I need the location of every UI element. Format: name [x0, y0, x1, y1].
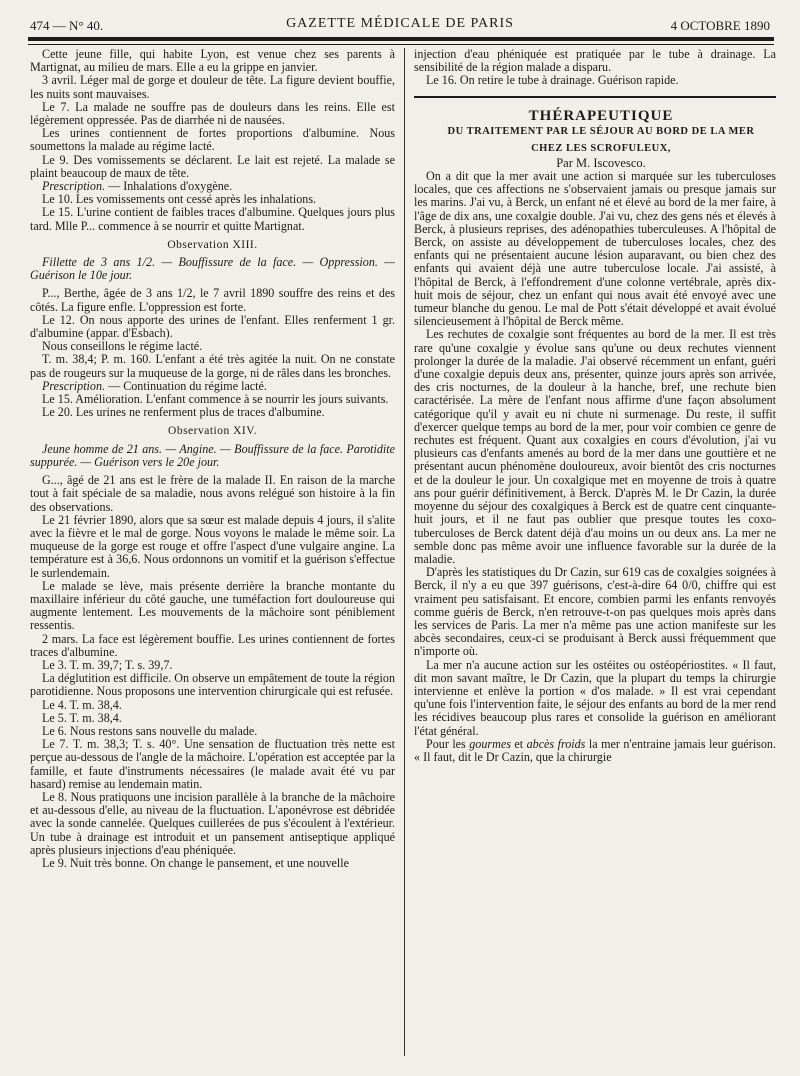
italic-term: abcès froids: [526, 736, 586, 751]
observation-title: Observation XIII.: [167, 238, 258, 251]
article-title-line2: CHEZ LES SCROFULEUX,: [531, 142, 671, 154]
paragraph: Le 10. Les vomissements ont cessé après les inhalations.: [42, 192, 317, 207]
paragraph: Les rechutes de coxalgie sont fréquentes au bord de la mer. Il est très rare qu'une coxalgie y évolue sans qu'une ou deux rechutes viennent prolonger la durée de la maladie. J'ai observé récemment un enfant, guéri d'une coxalgie depuis deux ans, présenter, quinze jours après son arrivée, des cris nocturnes, de la douleur à la hanche, bref, une rechute bien caractérisée. La mère de l'enfant nous affirme d'une façon absolument catégorique qu'il y avait eu ni chute ni surmenage. Du reste, il suffit d'exercer quelque temps au bord de la mer, pour voir combien ce genre de rechutes est fréquent. Quant aux coxalgies en cours d'évolution, j'ai vu plusieurs cas d'enfants amenés au bord de la mer dans une gouttière et ne présentant aucun phénomène douloureux, avoir bientôt des cris nocturnes et de la douleur le jour. Un coxalgique met en moyenne de trois à quatre ans pour guérir définitivement, à Berck. D'après M. le Dr Cazin, la durée moyenne du séjour des coxalgiques à Berck est de quatre cent cinquante-huit jours, et il ne faut pas oublier que presque toutes les coxo-tuberculoses de Berck datent déjà d'au moins un ou deux ans. La mer ne semble donc pas même avoir une influence favorable sur la durée de la maladie.: [414, 327, 776, 566]
paragraph: Le 3. T. m. 39,7; T. s. 39,7.: [42, 657, 173, 672]
left-column: [30, 48, 395, 1068]
page-number: 474 — N° 40.: [30, 18, 104, 33]
prescription-label: Prescription.: [42, 179, 106, 194]
paragraph: [414, 738, 776, 764]
right-column: [414, 48, 776, 1068]
paragraph: Le 21 février 1890, alors que sa sœur est malade depuis 4 jours, il s'alite avec la fièvre et le mal de gorge. Nous voyons le malade le même soir. La muqueuse de la gorge est rouge et offre l'aspect d'une vulgaire angine. La température est à 36,6. Nous ordonnons un vomitif et la guérison s'effectue le surlendemain.: [30, 512, 395, 580]
paragraph: Le 16. On retire le tube à drainage. Guérison rapide.: [426, 73, 679, 88]
text-run: et: [510, 736, 527, 751]
prescription-text: — Continuation du régime lacté.: [105, 378, 267, 393]
paragraph: La mer n'a aucune action sur les ostéites ou ostéopériostites. « Il faut, dit mon savant maître, le Dr Cazin, que la plupart du temps la chirurgie intervienne et enlève la portion « d'os malade. » Il est vrai cependant qu'une fois l'intervention faite, le séjour des enfants au bord de la mer rend les récidives beaucoup plus rares et consolide la guérison en améliorant l'état général.: [414, 657, 776, 738]
text-run: Pour les: [426, 736, 470, 751]
paragraph: 2 mars. La face est légèrement bouffie. Les urines contiennent de fortes traces d'albumine.: [30, 631, 395, 659]
paragraph: Le 4. T. m. 38,4.: [42, 697, 122, 712]
paragraph: 3 avril. Léger mal de gorge et douleur de tête. La figure devient bouffie, les nuits sont mauvaises.: [30, 73, 395, 101]
paragraph: Le malade se lève, mais présente derrière la branche montante du maxillaire inférieur du côté gauche, une tuméfaction fort douloureuse qui augmente lentement. Les mouvements de la mâchoire sont péniblement ressentis.: [30, 578, 395, 633]
article-title: DU TRAITEMENT PAR LE SÉJOUR AU BORD DE LA MER: [447, 125, 755, 137]
paragraph: T. m. 38,4; P. m. 160. L'enfant a été très agitée la nuit. On ne constate pas de rougeurs sur la muqueuse de la gorge, ni de râles dans les bronches.: [30, 352, 395, 380]
observation-subtitle: Jeune homme de 21 ans. — Angine. — Bouffissure de la face. Parotidite suppurée. — Guérison vers le 20e jour.: [30, 441, 395, 469]
paragraph: P..., Berthe, âgée de 3 ans 1/2, le 7 avril 1890 souffre des reins et des côtés. La figure enfle. L'oppression est forte.: [30, 286, 395, 314]
paragraph: Le 6. Nous restons sans nouvelle du malade.: [42, 723, 258, 738]
section-rule: [414, 96, 776, 98]
paragraph: Le 15. L'urine contient de faibles traces d'albumine. Quelques jours plus tard. Mlle P... commence à se nourrir et quitte Martignat.: [30, 205, 395, 233]
column-divider: [404, 48, 405, 1056]
prescription-text: — Inhalations d'oxygène.: [105, 179, 233, 194]
issue-date: 4 OCTOBRE 1890: [670, 18, 770, 33]
paragraph: Le 7. La malade ne souffre pas de douleurs dans les reins. Elle est légèrement oppressée. Pas de diarrhée ni de nausées.: [30, 99, 395, 128]
article-author: Par M. Iscovesco.: [556, 155, 646, 170]
paragraph: On a dit que la mer avait une action si marquée sur les tuberculoses locales, que ces affections ne s'observaient jamais ou presque jamais sur les marins. J'ai vu, à Berck, un enfant né et élevé au bord de la mer faire, à l'âge de dix ans, une coxalgie double. J'ai vu, chez des gens nés et élevés à Berck, à plusieurs reprises, des adénopathies tuberculeuses. A l'hôpital de Berck, on assiste au développement de tuberculoses locales, chez des enfants qui ne présentaient aucune lésion auparavant, ou bien chez des enfants qui avaient déjà une autre tuberculose locale. J'ai assisté, à l'hôpital de Berck, à l'effondrement d'une colonne vertébrale, après dix-huit mois de séjour, chez un enfant qui nous avait été envoyé avec une tumeur blanche du genou. Le mal de Pott s'était développé et avait évolué silencieusement à l'hôpital de Berck même.: [414, 169, 776, 329]
header-rule: [28, 37, 774, 41]
italic-term: gourmes: [469, 736, 511, 751]
paragraph: Le 9. Des vomissements se déclarent. Le lait est rejeté. La malade se plaint beaucoup de maux de tête.: [30, 152, 395, 180]
prescription-label: Prescription.: [42, 378, 106, 393]
paragraph: G..., âgé de 21 ans est le frère de la malade II. En raison de la marche tout à fait spéciale de sa maladie, nous avons relégué son histoire à la fin des observations.: [30, 473, 395, 514]
paragraph: D'après les statistiques du Dr Cazin, sur 619 cas de coxalgies soignées à Berck, il n'y a eu que 397 guérisons, c'est-à-dire 64 0/0, chiffre qui est vraiment peu satisfaisant. Et encore, combien parmi les enfants renvoyés comme guéris de Berck, n'en retrouve-t-on pas quelques mois après dans les services de Paris. La mer n'a même pas une action manifeste sur les abcès secondaires, ceux-ci se produisant à Berck aussi fréquemment que n'importe où.: [414, 565, 776, 659]
paragraph: Le 9. Nuit très bonne. On change le pansement, et une nouvelle: [42, 855, 349, 870]
paragraph: Le 7. T. m. 38,3; T. s. 40°. Une sensation de fluctuation très nette est perçue au-dessous de l'angle de la mâchoire. L'opération est acceptée par la famille, et faute d'instruments nécessaires (le malade avait été vu par hasard) remise au lendemain matin.: [30, 737, 395, 791]
paragraph: La déglutition est difficile. On observe un empâtement de toute la région parotidienne. Nous proposons une intervention chirurgicale qui est refusée.: [30, 671, 395, 699]
paragraph: Le 8. Nous pratiquons une incision parallèle à la branche de la mâchoire et au-dessous d'elle, au niveau de la fluctuation. L'aponévrose est débridée avec la sonde cannelée. Quelques cuillerées de pus s'écoulent à l'extérieur. Un tube à drainage est introduit et un pansement antiseptique appliqué après plusieurs injections d'eau phéniquée.: [30, 789, 395, 857]
paragraph: Le 12. On nous apporte des urines de l'enfant. Elles renferment 1 gr. d'albumine (appar. d'Esbach).: [30, 312, 395, 341]
section-title: THÉRAPEUTIQUE: [528, 107, 674, 124]
paragraph: injection d'eau phéniquée est pratiquée par le tube à drainage. La sensibilité de la région malade a disparu.: [414, 48, 776, 75]
paragraph: Le 15. Amélioration. L'enfant commence à se nourrir les jours suivants.: [42, 392, 389, 407]
page-header: [30, 16, 770, 36]
observation-title: Observation XIV.: [168, 425, 257, 438]
journal-title: GAZETTE MÉDICALE DE PARIS: [286, 16, 514, 31]
observation-subtitle: Fillette de 3 ans 1/2. — Bouffissure de la face. — Oppression. — Guérison le 10e jour.: [30, 255, 395, 283]
text-run: la mer n'entraine jamais leur guérison. « Il faut, dit le Dr Cazin, que la chirurgie: [414, 736, 776, 764]
paragraph: Le 5. T. m. 38,4.: [42, 710, 122, 725]
paragraph: Les urines contiennent de fortes proportions d'albumine. Nous soumettons la malade au régime lacté.: [30, 126, 395, 154]
paragraph: Le 20. Les urines ne renferment plus de traces d'albumine.: [42, 405, 325, 420]
header-rule-thin: [28, 44, 774, 45]
paragraph: Cette jeune fille, qui habite Lyon, est venue chez ses parents à Martignat, au milieu de mars. Elle a eu la grippe en janvier.: [30, 48, 395, 75]
paragraph: Nous conseillons le régime lacté.: [42, 339, 203, 354]
